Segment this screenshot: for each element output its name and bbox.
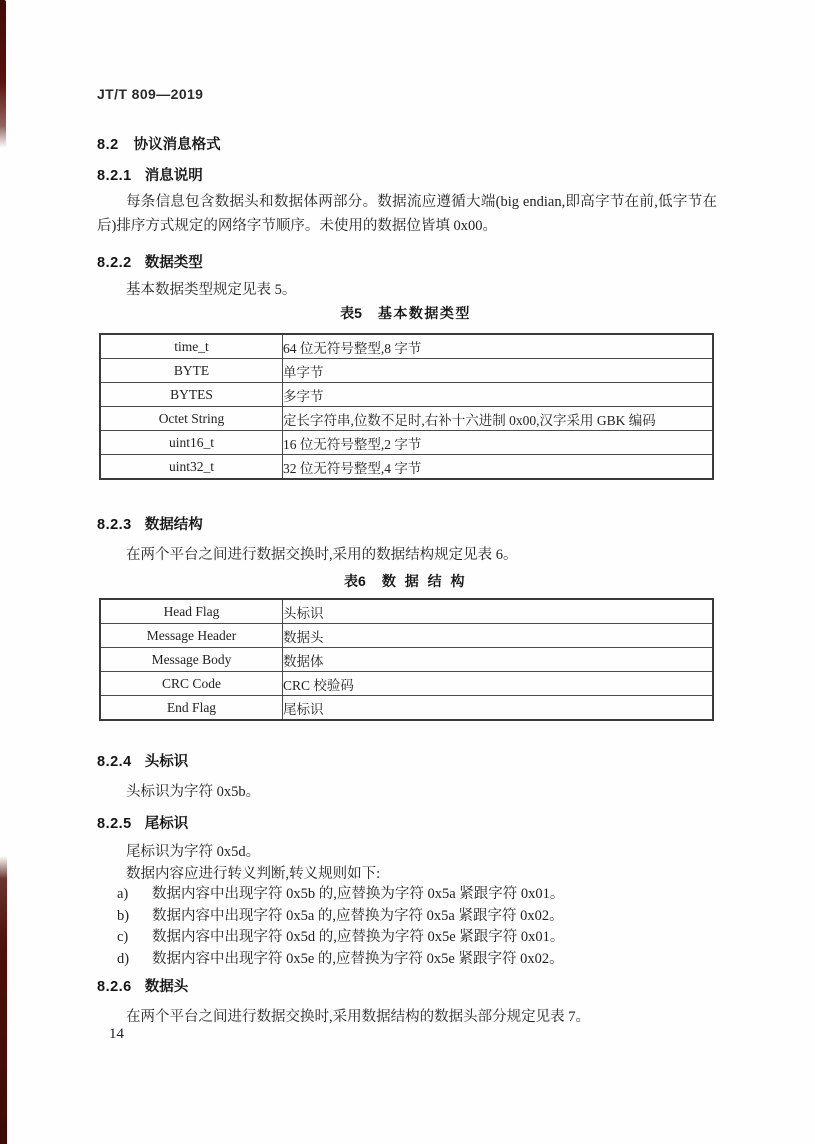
- table-row: [100, 431, 713, 455]
- table-cell-desc: 头标识: [283, 599, 714, 624]
- section-title: 数据结构: [144, 517, 203, 533]
- table-cell-desc: 32 位无符号整型,4 字节: [283, 455, 714, 480]
- section-heading-8-2-3: [97, 513, 737, 534]
- table6-data-structure: [99, 598, 714, 721]
- list-item-text: 数据内容中出现字符 0x5e 的,应替换为字符 0x5e 紧跟字符 0x02。: [152, 950, 564, 967]
- table-row: [100, 696, 713, 721]
- section-title: 协议消息格式: [133, 137, 221, 153]
- list-item: [97, 949, 737, 971]
- list-item: [97, 927, 737, 949]
- table-cell-desc: 16 位无符号整型,2 字节: [283, 431, 714, 455]
- table-cell-desc: 单字节: [283, 359, 714, 383]
- list-item-text: 数据内容中出现字符 0x5d 的,应替换为字符 0x5e 紧跟字符 0x01。: [152, 929, 565, 945]
- table-row: [100, 407, 713, 431]
- paragraph-datatype-intro: 基本数据类型规定见表 5。: [126, 282, 297, 298]
- table-row: [100, 624, 713, 648]
- table-row: [100, 648, 713, 672]
- scan-artifact-top-left: [0, 0, 6, 148]
- scan-artifact-bottom-left: [0, 856, 7, 1144]
- section-number: 8.2.2: [97, 255, 132, 271]
- paragraph-end-flag: 尾标识为字符 0x5d。: [126, 844, 261, 860]
- escape-rule-list: [97, 884, 737, 970]
- table-row: [100, 334, 713, 359]
- section-heading-8-2-2: [97, 251, 737, 272]
- table-row: [100, 599, 713, 624]
- doc-code: JT/T 809—2019: [97, 86, 204, 102]
- section-heading-8-2-6: [97, 975, 737, 996]
- section-title: 数据类型: [144, 255, 203, 271]
- section-title: 头标识: [144, 754, 189, 770]
- table5-caption-label: 表5: [340, 305, 362, 321]
- section-number: 8.2: [97, 137, 119, 153]
- section-number: 8.2.6: [97, 979, 132, 995]
- table-cell-type: uint16_t: [100, 431, 283, 455]
- paragraph-header-intro: 在两个平台之间进行数据交换时,采用数据结构的数据头部分规定见表 7。: [126, 1009, 590, 1025]
- table-cell-desc: 64 位无符号整型,8 字节: [283, 334, 714, 359]
- section-heading-8-2-5: [97, 812, 737, 833]
- table-cell-type: time_t: [100, 334, 283, 359]
- table-cell-desc: 多字节: [283, 383, 714, 407]
- section-number: 8.2.1: [97, 168, 132, 184]
- list-item-label: a): [117, 886, 129, 902]
- list-item-label: c): [117, 929, 129, 945]
- table-cell-desc: 数据体: [283, 648, 714, 672]
- list-item-text: 数据内容中出现字符 0x5a 的,应替换为字符 0x5a 紧跟字符 0x02。: [152, 907, 564, 924]
- paragraph-message-description: 每条信息包含数据头和数据体两部分。数据流应遵循大端(big endian,即高字节在前,低字节在后)排序方式规定的网络字节顺序。未使用的数据位皆填 0x00。: [97, 194, 717, 234]
- table-cell-type: Octet String: [100, 407, 283, 431]
- section-title: 尾标识: [144, 816, 189, 832]
- table-cell-field: Head Flag: [100, 599, 283, 624]
- table-cell-desc: CRC 校验码: [283, 672, 714, 696]
- table-cell-field: CRC Code: [100, 672, 283, 696]
- section-number: 8.2.4: [97, 754, 132, 770]
- table-cell-type: BYTES: [100, 383, 283, 407]
- section-number: 8.2.3: [97, 517, 132, 533]
- section-heading-8-2-1: [97, 164, 737, 185]
- table-cell-desc: 数据头: [283, 624, 714, 648]
- paragraph-head-flag: 头标识为字符 0x5b。: [126, 784, 261, 800]
- table-cell-type: uint32_t: [100, 455, 283, 480]
- list-item: [97, 906, 737, 928]
- table6-caption-label: 表6: [344, 573, 366, 589]
- table-row: [100, 672, 713, 696]
- table-row: [100, 383, 713, 407]
- page-number: 14: [109, 1026, 124, 1042]
- section-heading-8-2-4: [97, 750, 737, 771]
- section-heading-8-2: [97, 133, 737, 154]
- table-cell-desc: 定长字符串,位数不足时,右补十六进制 0x00,汉字采用 GBK 编码: [283, 407, 714, 431]
- table5-basic-data-types: [99, 333, 714, 480]
- section-title: 数据头: [144, 979, 189, 995]
- paragraph-escape-intro: 数据内容应进行转义判断,转义规则如下:: [126, 866, 381, 882]
- list-item-label: d): [117, 950, 130, 967]
- list-item-label: b): [117, 907, 130, 924]
- table-cell-type: BYTE: [100, 359, 283, 383]
- section-title: 消息说明: [144, 168, 203, 184]
- table-cell-field: Message Body: [100, 648, 283, 672]
- table6-caption: [97, 571, 714, 591]
- table-row: [100, 455, 713, 480]
- table-cell-field: End Flag: [100, 696, 283, 721]
- table-cell-desc: 尾标识: [283, 696, 714, 721]
- table-row: [100, 359, 713, 383]
- table5-caption-title: 基本数据类型: [377, 305, 471, 321]
- table5-caption: [97, 303, 714, 323]
- paragraph-structure-intro: 在两个平台之间进行数据交换时,采用的数据结构规定见表 6。: [126, 547, 518, 563]
- table-cell-field: Message Header: [100, 624, 283, 648]
- list-item: [97, 884, 737, 906]
- section-number: 8.2.5: [97, 816, 132, 832]
- list-item-text: 数据内容中出现字符 0x5b 的,应替换为字符 0x5a 紧跟字符 0x01。: [152, 886, 565, 902]
- table6-caption-title: 数 据 结 构: [381, 573, 467, 589]
